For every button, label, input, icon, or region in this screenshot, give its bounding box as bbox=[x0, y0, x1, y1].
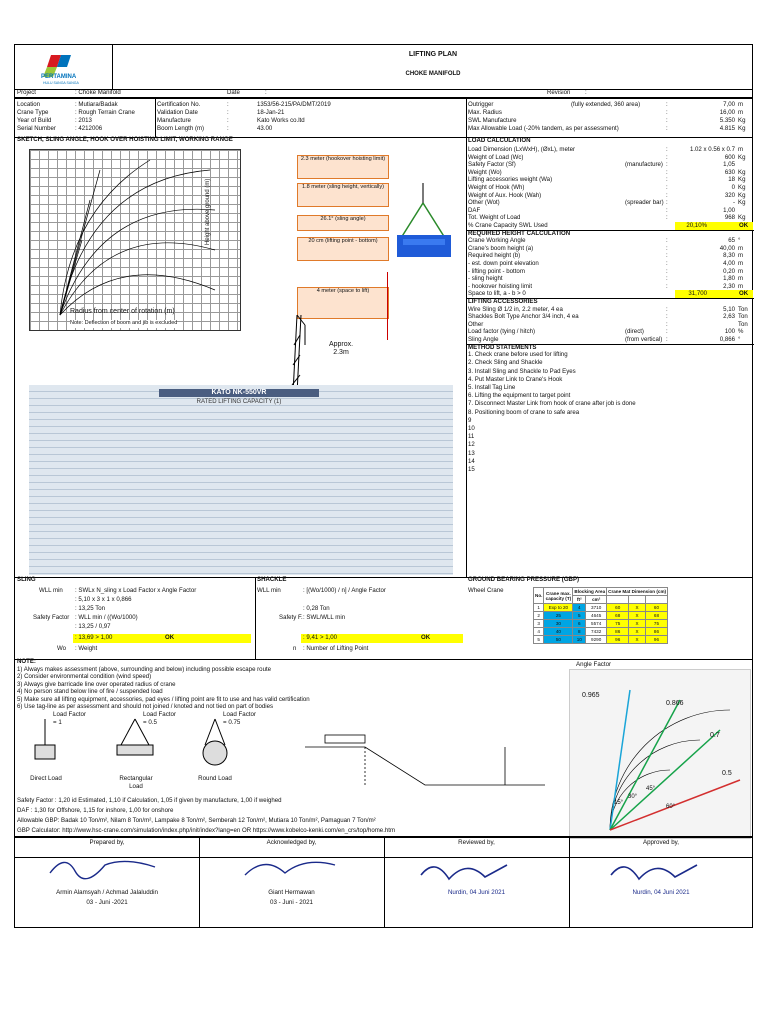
gbp-row bbox=[534, 636, 668, 644]
lf-label-2: Load Factor bbox=[143, 711, 177, 718]
lf-type-3: Round Load bbox=[198, 775, 232, 782]
gbp-cell-no: 3 bbox=[534, 620, 544, 628]
load-calc-label: Weight of Load (Wc) bbox=[468, 153, 524, 161]
acknowledged-date: 03 - Juni - 2021 bbox=[270, 899, 313, 906]
method-step: 1. Check crane before used for lifting bbox=[468, 351, 568, 359]
gbp-row bbox=[534, 612, 668, 620]
radius-unit: m bbox=[738, 109, 744, 116]
ground-slope-diagram bbox=[305, 725, 565, 795]
lf-label-1: Load Factor bbox=[53, 711, 87, 718]
note-item: 4) No person stand below line of fire / suspended load bbox=[17, 688, 163, 696]
load-calc-unit: Kg bbox=[738, 176, 746, 184]
height-calc-unit: m bbox=[738, 260, 744, 267]
accessories-unit: Ton bbox=[738, 313, 748, 321]
method-step: 14 bbox=[468, 457, 475, 465]
load-calc-value: 0 bbox=[731, 184, 735, 191]
height-calc-unit: m bbox=[738, 252, 744, 260]
load-calc-value: 18 bbox=[728, 176, 735, 184]
colon: : bbox=[666, 117, 668, 124]
colon: : bbox=[666, 244, 668, 252]
method-header: METHOD STATEMENTS bbox=[468, 343, 537, 351]
gbp-calculator-line[interactable]: GBP Calculator: http://www.hsc-crane.com/simulation/index.php/init/index?lang=en OR https://www.kobelco-kenki.com/en_crs/top/home.htm bbox=[17, 827, 396, 834]
load-calc-unit: m bbox=[738, 146, 744, 153]
sling-safety-label: Safety Factor bbox=[33, 614, 70, 621]
lf-value-1: = 1 bbox=[53, 719, 62, 726]
slope-icon bbox=[305, 725, 565, 795]
height-calc-unit: m bbox=[738, 282, 744, 290]
accessories-note: (direct) bbox=[625, 328, 644, 336]
gbp-cell-b: 60 bbox=[645, 604, 667, 612]
accessories-label: Other bbox=[468, 320, 484, 328]
af-angle-4: 60° bbox=[666, 804, 676, 810]
height-calc-label: - est. down point elevation bbox=[468, 260, 539, 267]
load-calc-unit: Kg bbox=[738, 184, 746, 191]
load-calc-value: 1.02 x 0.56 x 0.7 bbox=[689, 146, 735, 153]
load-calc-label: Other (Wot) bbox=[468, 199, 500, 207]
load-factor-diagram bbox=[25, 705, 285, 795]
gbp-cell-ft: 6 bbox=[573, 620, 586, 628]
load-calc-value: 1,00 bbox=[723, 206, 735, 214]
method-step: 3. Install Sling and Shackle to Pad Eyes bbox=[468, 367, 576, 375]
outrigger-note: (fully extended, 360 area) bbox=[571, 101, 641, 108]
load-calc-unit: Kg bbox=[738, 168, 746, 176]
space-to-lift-ok: OK bbox=[739, 290, 749, 298]
colon: : bbox=[227, 109, 229, 116]
serial-label: Serial Number bbox=[17, 125, 56, 132]
location-value: : Mutiara/Badak bbox=[75, 101, 118, 108]
crane-capacity-label: % Crane Capacity SWL Used bbox=[468, 222, 548, 229]
validation-value: 18-Jan-21 bbox=[257, 109, 285, 116]
daf-line: DAF : 1,30 for Offshore, 1,15 for inshore, 1,00 for onshore bbox=[17, 807, 174, 814]
colon: : bbox=[666, 125, 668, 132]
gbp-cell-no: 2 bbox=[534, 612, 544, 620]
revision-label: Revision bbox=[547, 89, 571, 96]
project-value: : Choke Manifold bbox=[75, 89, 121, 96]
sling-wo-value: : Weight bbox=[75, 645, 98, 652]
gbp-cell-b: 75 bbox=[645, 620, 667, 628]
sling-safety-formula: : WLL min / ((Wo/1000) bbox=[75, 614, 138, 621]
accessories-label: Sling Angle bbox=[468, 336, 499, 343]
capacity-table-subtitle: RATED LIFTING CAPACITY (1) bbox=[196, 399, 282, 405]
colon: : bbox=[666, 336, 668, 343]
gbp-cell-ft: 10 bbox=[573, 636, 586, 644]
colon: : bbox=[666, 206, 668, 214]
accessories-value: 2,63 bbox=[723, 313, 735, 321]
accessories-label: Load factor (tying / hitch) bbox=[468, 328, 536, 336]
colon: : bbox=[227, 117, 229, 124]
gbp-cell-ft: 4 bbox=[573, 604, 586, 612]
swl-value: 5.350 bbox=[719, 117, 735, 124]
colon: : bbox=[666, 176, 668, 184]
gbp-cell-cap: 50 bbox=[544, 636, 573, 644]
choke-manifold-photo bbox=[393, 183, 455, 261]
method-step: 8. Positioning boom of crane to safe area bbox=[468, 408, 580, 416]
gbp-cell-cap: Exp to 20 bbox=[544, 604, 573, 612]
height-calc-value: 4,00 bbox=[723, 260, 735, 267]
reviewed-signature-icon bbox=[415, 855, 515, 887]
note-item: 5) Make sure all lifting equipment, accessories, pad eyes / lifting point are fit to use and has valid certification bbox=[17, 695, 310, 703]
approved-label: Approved by, bbox=[642, 839, 679, 846]
sling-line2: : 5,10 x 3 x 1 x 0,866 bbox=[75, 596, 132, 603]
shackle-n-label: n bbox=[293, 645, 297, 652]
load-calc-unit: Kg bbox=[738, 214, 746, 222]
colon: : bbox=[666, 184, 668, 191]
accessories-header: LIFTING ACCESSORIES bbox=[468, 298, 538, 305]
chart-y-label: Height above ground (m) bbox=[205, 178, 211, 245]
load-calc-value: 968 bbox=[724, 214, 735, 222]
note-space-to-lift: 4 meter (space to lift) bbox=[297, 287, 389, 319]
prepared-date: 03 - Juni -2021 bbox=[86, 899, 128, 906]
colon: : bbox=[666, 282, 668, 290]
colon: : bbox=[666, 214, 668, 222]
gbp-row bbox=[534, 620, 668, 628]
load-calc-label: Weight (Wo) bbox=[468, 168, 502, 176]
colon: : bbox=[666, 199, 668, 207]
load-calc-value: 320 bbox=[724, 191, 735, 199]
shackle-result: : 9,41 > 1,00 bbox=[303, 634, 338, 641]
method-step: 12 bbox=[468, 441, 475, 449]
accessories-note: (from vertical) bbox=[625, 336, 663, 343]
colon: : bbox=[666, 101, 668, 108]
load-calc-unit: Kg bbox=[738, 153, 746, 161]
gbp-cell-no: 4 bbox=[534, 628, 544, 636]
acknowledged-signature-icon bbox=[235, 851, 345, 881]
maxload-value: 4.815 bbox=[719, 125, 735, 132]
shackle-ok: OK bbox=[421, 634, 431, 641]
date-value: : bbox=[265, 89, 267, 96]
load-calc-unit: Kg bbox=[738, 191, 746, 199]
method-step: 11 bbox=[468, 433, 475, 441]
load-calc-value: 1,05 bbox=[723, 161, 735, 169]
shackle-formula: : [(Wo/1000) / n] / Angle Factor bbox=[303, 587, 386, 594]
load-calc-label: Safety Factor (Sf) bbox=[468, 161, 516, 169]
colon: : bbox=[227, 101, 229, 108]
maxload-unit: Kg bbox=[738, 125, 746, 132]
method-step: 7. Disconnect Master Link from hook of crane after job is done bbox=[468, 400, 636, 408]
shackle-wll-label: WLL min bbox=[257, 587, 281, 594]
colon: : bbox=[666, 267, 668, 275]
rated-capacity-table-photo bbox=[29, 385, 453, 575]
logo-text: PERTAMINA bbox=[41, 74, 77, 80]
gbp-cell-a: 96 bbox=[607, 636, 629, 644]
height-calc-value: 1,80 bbox=[723, 275, 735, 283]
height-calc-unit: m bbox=[738, 244, 744, 252]
accessories-unit: Ton bbox=[738, 305, 748, 313]
note-item: 6) Use tag-line as per assessment and should not joined / knoted and not tied on part of bodies bbox=[17, 703, 274, 710]
colon: : bbox=[666, 252, 668, 260]
method-step: 4. Put Master Link to Crane's Hook bbox=[468, 375, 563, 383]
note-item: 3) Always give barricade line over operated radius of crane bbox=[17, 680, 176, 688]
lf-type-1: Direct Load bbox=[30, 775, 62, 782]
af-value-1: 0.965 bbox=[582, 692, 600, 699]
colon: : bbox=[666, 320, 668, 328]
gbp-wheel-label: Wheel Crane bbox=[468, 587, 504, 594]
gbp-cell-cm: 9290 bbox=[586, 636, 607, 644]
accessories-unit: Ton bbox=[738, 320, 748, 328]
af-value-2: 0.866 bbox=[666, 700, 684, 707]
load-calc-label: Lifting accessories weight (Wa) bbox=[468, 176, 553, 184]
load-calc-unit: Kg bbox=[738, 199, 746, 207]
sling-safety-line2: : 13,25 / 0,97 bbox=[75, 623, 111, 630]
gbp-cell-a: 86 bbox=[607, 628, 629, 636]
gbp-cell-b: 68 bbox=[645, 612, 667, 620]
load-calc-label: Weight of Aux. Hook (Wah) bbox=[468, 191, 542, 199]
gbp-cell-x: X bbox=[629, 604, 646, 612]
colon: : bbox=[666, 313, 668, 321]
crane-type-label: Crane Type bbox=[17, 109, 49, 116]
gbp-cell-cap: 25 bbox=[544, 612, 573, 620]
capacity-table-title: KATO NK-550VR bbox=[159, 389, 319, 397]
signature-block bbox=[14, 836, 753, 928]
accessories-value: 100 bbox=[724, 328, 735, 336]
chart-note: Note: Deflection of boom and jib is excluded bbox=[70, 320, 178, 326]
colon: : bbox=[666, 168, 668, 176]
method-step: 10 bbox=[468, 425, 475, 432]
safety-factor-line: Safety Factor : 1,20 id Estimated, 1,10 if Calculation, 1,05 if given by manufacture, 1,00 if weighed bbox=[17, 797, 282, 804]
note-lifting-point: 20 cm (lifting point - bottom) bbox=[297, 237, 389, 261]
method-step: 9 bbox=[468, 416, 472, 424]
af-angle-1: 15° bbox=[614, 800, 624, 806]
colon: : bbox=[666, 191, 668, 199]
gbp-col-no: No. bbox=[534, 588, 544, 604]
colon: : bbox=[666, 260, 668, 267]
shackle-n-value: : Number of Lifting Point bbox=[303, 645, 369, 652]
load-calc-value: 600 bbox=[724, 153, 735, 161]
accessories-label: Wire Sling Ø 1/2 in, 2.2 meter, 4 ea bbox=[468, 305, 563, 313]
af-value-4: 0.5 bbox=[722, 770, 732, 777]
height-calc-value: 40,00 bbox=[719, 244, 735, 252]
gbp-cell-ft: 8 bbox=[573, 628, 586, 636]
page-title: LIFTING PLAN bbox=[408, 51, 458, 58]
height-calc-value: 65 bbox=[728, 237, 735, 245]
outrigger-label: Outrigger bbox=[468, 101, 494, 108]
serial-value: : 4212006 bbox=[75, 125, 103, 132]
gbp-col-cm: cm² bbox=[586, 596, 607, 604]
boom-value: 43.00 bbox=[257, 125, 273, 132]
note-item: 2) Consider environmental condition (wind speed) bbox=[17, 673, 152, 681]
gbp-cell-a: 75 bbox=[607, 620, 629, 628]
shackle-safety-label: Safety F. bbox=[279, 614, 303, 621]
outrigger-value: 7,00 bbox=[723, 101, 735, 108]
shackle-line2: : 0,28 Ton bbox=[303, 605, 330, 612]
chart-x-label: Radius from center of rotation (m) bbox=[70, 308, 175, 315]
gbp-cell-cm: 7432 bbox=[586, 628, 607, 636]
accessories-label: Shackles Bolt Type Anchor 3/4 inch, 4 ea bbox=[468, 313, 579, 321]
date-label: Date bbox=[227, 89, 240, 96]
note-sling-height: 1.8 meter (sling height, vertically) bbox=[297, 183, 389, 207]
revision-value: : bbox=[585, 89, 587, 96]
year-label: Year of Build bbox=[17, 117, 52, 124]
logo bbox=[17, 47, 111, 87]
height-calc-label: Crane's boom height (a) bbox=[468, 244, 534, 252]
maxload-label: Max Allowable Load (-20% tandem, as per assessment) bbox=[468, 125, 619, 132]
load-calc-note: (spreader bar) bbox=[625, 199, 664, 207]
load-calc-note: (manufacture) bbox=[625, 161, 663, 169]
height-calc-value: 8,30 bbox=[723, 252, 735, 260]
height-calc-label: - lifting point - bottom bbox=[468, 267, 525, 275]
approx-label: Approx. 2.3m bbox=[328, 341, 354, 356]
sketch-header: SKETCH, SLING ANGLE, HOOK OVER HOISTING LIMIT, WORKING RANGE bbox=[17, 136, 233, 143]
colon: : bbox=[227, 125, 229, 132]
outrigger-unit: m bbox=[738, 101, 744, 108]
gbp-col-mat: Crane Mat Dimension (cm) bbox=[608, 589, 667, 594]
accessories-unit: % bbox=[738, 328, 744, 336]
af-angle-2: 30° bbox=[628, 794, 638, 800]
gbp-cell-b: 86 bbox=[645, 628, 667, 636]
sling-header: SLING bbox=[17, 576, 36, 583]
method-step: 5. Install Tag Line bbox=[468, 384, 516, 391]
height-calc-value: 0,20 bbox=[723, 267, 735, 275]
af-angle-3: 45° bbox=[646, 786, 656, 792]
af-value-3: 0.7 bbox=[710, 732, 720, 739]
gbp-col-cap: Crane max. capacity (T) bbox=[544, 588, 573, 604]
load-calc-label: Load Dimension (LxWxH), (ØxL), meter bbox=[468, 146, 576, 153]
gbp-table bbox=[533, 587, 668, 644]
load-calc-value: 630 bbox=[724, 168, 735, 176]
radius-label: Max. Radius bbox=[468, 109, 502, 116]
gbp-cell-cap: 30 bbox=[544, 620, 573, 628]
swl-unit: Kg bbox=[738, 117, 746, 124]
colon: : bbox=[666, 146, 668, 153]
radius-value: 16,00 bbox=[719, 109, 735, 116]
choke-manifold-icon bbox=[393, 183, 455, 261]
approved-signature-icon bbox=[605, 855, 705, 887]
note-item: 1) Always makes assessment (above, surrounding and below) including possible escape route bbox=[17, 666, 272, 673]
gbp-cell-cm: 4645 bbox=[586, 612, 607, 620]
method-step: 15 bbox=[468, 466, 475, 473]
acknowledged-name: Giant Hermawan bbox=[268, 889, 315, 896]
method-step: 13 bbox=[468, 449, 475, 457]
colon: : bbox=[666, 328, 668, 336]
sling-wll-label: WLL min bbox=[39, 587, 63, 594]
shackle-header: SHACKLE bbox=[257, 576, 287, 583]
height-calc-unit: m bbox=[738, 275, 744, 283]
gbp-cell-cap: 40 bbox=[544, 628, 573, 636]
load-calc-value: - bbox=[732, 199, 735, 207]
gbp-cell-a: 68 bbox=[607, 612, 629, 620]
colon: : bbox=[666, 109, 668, 116]
colon: : bbox=[666, 161, 668, 169]
reviewed-name: Nurdin, 04 Juni 2021 bbox=[447, 889, 506, 896]
logo-tagline: HULU SANGA SANGA bbox=[43, 81, 79, 85]
gbp-col-ft: ft² bbox=[573, 596, 586, 604]
swl-label: SWL Manufacture bbox=[468, 117, 517, 124]
height-calc-header: REQUIRED HEIGHT CALCULATION bbox=[468, 229, 571, 237]
reviewed-label: Reviewed by, bbox=[458, 839, 495, 846]
height-calc-unit: m bbox=[738, 267, 744, 275]
lf-label-3: Load Factor bbox=[223, 711, 257, 718]
gbp-cell-ft: 5 bbox=[573, 612, 586, 620]
angle-factor-title: Angle Factor bbox=[576, 661, 612, 668]
project-label: Project bbox=[17, 89, 36, 96]
height-calc-unit: ° bbox=[738, 237, 741, 245]
accessories-value: 0,866 bbox=[719, 336, 735, 343]
gbp-cell-a: 60 bbox=[607, 604, 629, 612]
acknowledged-label: Acknowledged by, bbox=[266, 839, 317, 846]
accessories-value: 5,10 bbox=[723, 305, 735, 313]
load-calc-label: DAF bbox=[468, 206, 481, 214]
crane-capacity-ok: OK bbox=[739, 222, 749, 229]
method-step: 2. Check Sling and Shackle bbox=[468, 359, 543, 367]
gbp-cell-x: X bbox=[629, 612, 646, 620]
gbp-cell-no: 5 bbox=[534, 636, 544, 644]
sling-formula: : SWLx N_sling x Load Factor x Angle Factor bbox=[75, 587, 197, 594]
approved-name: Nurdin, 04 Juni 2021 bbox=[632, 889, 690, 896]
height-calc-label: - hookover hoisting limit bbox=[468, 282, 533, 290]
gbp-row bbox=[534, 628, 668, 636]
cert-label: Certification No. bbox=[157, 101, 201, 108]
sling-wo-label: Wo bbox=[57, 645, 67, 652]
notes-header: NOTE: bbox=[17, 658, 36, 665]
height-calc-label: Crane Working Angle bbox=[468, 237, 526, 245]
gbp-cell-b: 96 bbox=[645, 636, 667, 644]
gbp-col-area: Blocking Area bbox=[574, 589, 606, 594]
sling-result: : 13,69 > 1,00 bbox=[75, 634, 113, 641]
accessories-unit: ° bbox=[738, 336, 741, 343]
load-calc-label: Weight of Hook (Wh) bbox=[468, 184, 525, 191]
gbp-cell-cm: 3710 bbox=[586, 604, 607, 612]
colon: : bbox=[666, 305, 668, 313]
location-label: Location bbox=[17, 101, 41, 108]
gbp-cell-x: X bbox=[629, 620, 646, 628]
height-calc-value: 2,30 bbox=[723, 282, 735, 290]
lifting-plan-sheet bbox=[14, 44, 753, 858]
lf-value-2: = 0.5 bbox=[143, 719, 157, 726]
space-to-lift-label: Space to lift, a - b > 0 bbox=[468, 290, 526, 298]
note-sling-angle: 26.1° (sling angle) bbox=[297, 215, 389, 231]
load-calc-label: Tot. Weight of Load bbox=[468, 214, 521, 222]
sling-line3: : 13,25 Ton bbox=[75, 605, 106, 612]
height-calc-label: - sling height bbox=[468, 275, 503, 283]
page-subtitle: CHOKE MANIFOLD bbox=[405, 71, 461, 77]
gbp-cell-cm: 5574 bbox=[586, 620, 607, 628]
validation-label: Validation Date bbox=[157, 109, 198, 116]
lf-value-3: = 0.75 bbox=[223, 719, 241, 726]
crane-type-value: : Rough Terrain Crane bbox=[75, 109, 135, 116]
sling-ok: OK bbox=[165, 634, 175, 641]
manufacture-label: Manufacture bbox=[157, 117, 191, 124]
angle-factor-chart bbox=[569, 661, 751, 839]
gbp-cell-no: 1 bbox=[534, 604, 544, 612]
colon: : bbox=[666, 237, 668, 245]
prepared-label: Prepared by, bbox=[89, 839, 125, 846]
lf-type-2: Rectangular Load bbox=[119, 775, 153, 790]
boom-label: Boom Length (m) bbox=[157, 125, 205, 132]
space-to-lift-value: 31,700 bbox=[688, 290, 707, 298]
gbp-header: GROUND BEARING PRESSURE (GBP) bbox=[468, 576, 580, 583]
year-value: : 2013 bbox=[75, 117, 92, 124]
gbp-cell-x: X bbox=[629, 636, 646, 644]
crane-capacity-value: 20,10% bbox=[686, 222, 707, 229]
gbp-row bbox=[534, 604, 668, 612]
manufacture-value: Kato Works co.ltd bbox=[257, 117, 305, 124]
height-calc-label: Required height (b) bbox=[468, 252, 521, 260]
load-calc-header: LOAD CALCULATION bbox=[468, 137, 531, 144]
prepared-name: Armin Alamsyah / Achmad Jalaluddin bbox=[56, 889, 158, 896]
cert-value: 1353/56-215/PA/DMT/2019 bbox=[257, 101, 331, 108]
prepared-signature-icon bbox=[45, 851, 165, 881]
colon: : bbox=[666, 153, 668, 161]
shackle-safety-formula: : SWL/WLL min bbox=[303, 614, 346, 621]
colon: : bbox=[666, 275, 668, 283]
note-hook-limit: 2.3 meter (hookover hoisting limit) bbox=[297, 155, 389, 179]
gbp-allowable-line: Allowable GBP: Badak 10 Ton/m², Nilam 8 Ton/m², Lampake 8 Ton/m², Semberah 12 Ton/m², Mutiara 10 Ton/m², Pamaguan 7 Ton/m² bbox=[17, 817, 376, 824]
gbp-cell-x: X bbox=[629, 628, 646, 636]
method-step: 6. Lifting the equipment to target point bbox=[468, 392, 571, 400]
